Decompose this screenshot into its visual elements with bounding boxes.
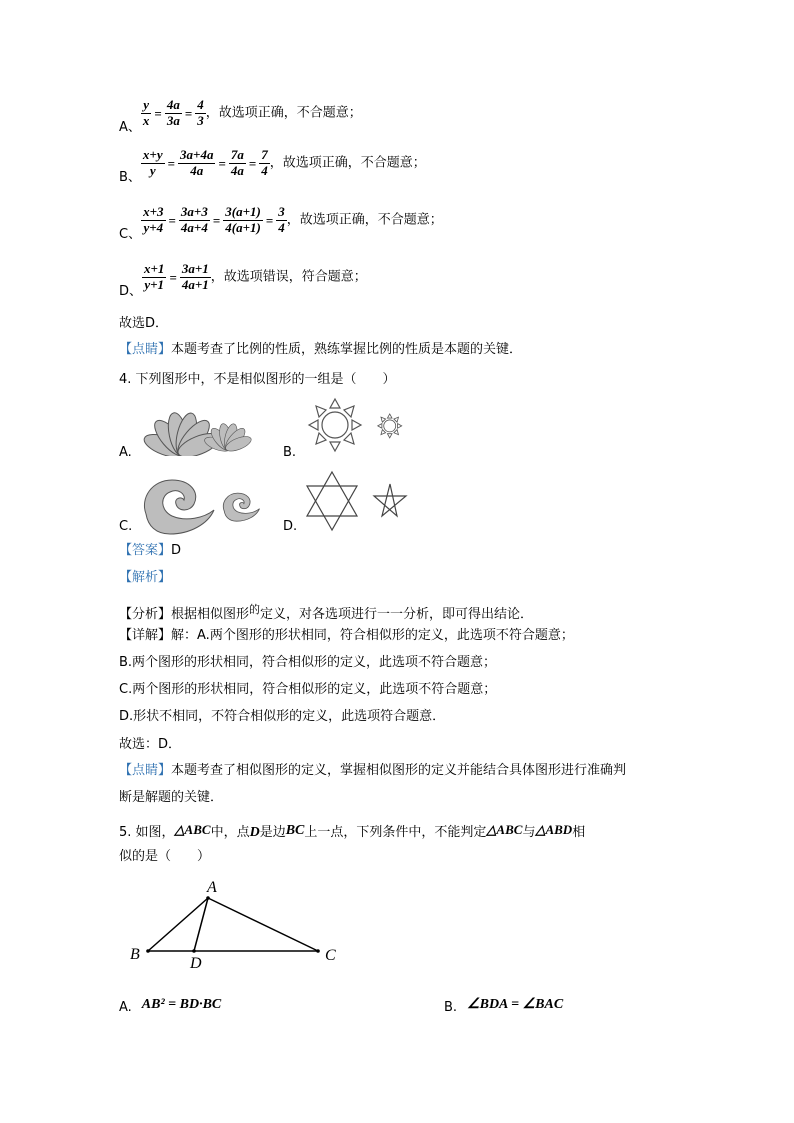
note-text: 本题考查了比例的性质，熟练掌握比例的性质是本题的关键． <box>171 342 523 357</box>
note-tag: 【点睛】 <box>119 763 172 778</box>
hexagram-shape <box>307 472 357 530</box>
fraction: $\frac{x+y}{y}$ <box>142 147 163 178</box>
fraction: $\frac{3a+4a}{4a}$ <box>180 147 214 178</box>
label-c: C <box>325 947 336 964</box>
q4-detail-line-2: B.两个图形的形状相同，符合相似形的定义，此选项不符合题意； <box>119 655 497 670</box>
q5-stem-line-2: 似的是（ ） <box>119 849 211 864</box>
option-row-a: A、 $\frac{y}{x}$ = $\frac{4a}{3a}$ = $\frac{4}{3}$ ，故选项正确，不合题意； <box>119 97 362 135</box>
detail-text: 解：A.两个图形的形状相同，符合相似形的定义，此选项不符合题意； <box>171 628 574 643</box>
q5-option-b <box>444 997 563 1016</box>
vertex-b <box>146 949 150 953</box>
analysis-rest: 定义，对各选项进行一一分析，即可得出结论． <box>260 607 534 622</box>
stem-text: 是边 <box>259 825 286 840</box>
stem-text: 上一点，下列条件中，不能判定 <box>304 825 487 840</box>
q4-option-c-label: C. <box>119 519 133 534</box>
note-tag: 【点睛】 <box>119 342 172 357</box>
analysis-text: 根据相似图形 <box>171 607 250 622</box>
q4-figure-d <box>302 470 412 534</box>
option-label: A. <box>119 1000 132 1015</box>
segment-bc: BC <box>285 823 305 838</box>
q4-note-line-2: 断是解题的关键． <box>119 790 224 805</box>
q4-figure-c <box>138 474 268 540</box>
q4-option-a-label: A. <box>119 445 132 460</box>
stem-text: 相 <box>572 825 586 840</box>
q5-triangle-figure <box>125 876 345 972</box>
cloud-shape-large <box>144 480 214 534</box>
answer-tag: 【答案】 <box>119 543 172 558</box>
fraction: $\frac{3a+3}{4a+4}$ <box>180 204 208 235</box>
q4-detail-line-4: D.形状不相同，不符合相似形的定义，此选项符合题意． <box>119 709 446 724</box>
q4-stem: 4. 下列图形中，不是相似图形的一组是（ ） <box>119 372 396 387</box>
triangle-abc-2: △ABC <box>486 822 523 837</box>
option-label: A、 <box>119 119 141 135</box>
option-comment: ，故选项正确，不合题意； <box>269 155 426 171</box>
triangle-abc: △ABC <box>174 822 211 837</box>
q5-stem-line-1 <box>119 822 585 842</box>
option-row-d: D、 $\frac{x+1}{y+1}$ = $\frac{3a+1}{4a+1}$ ，故选项错误，符合题意； <box>119 261 367 299</box>
question-number: 5. 如图， <box>119 825 175 840</box>
q3-choose: 故选D． <box>119 316 169 331</box>
vertex-c <box>316 949 320 953</box>
label-b: B <box>130 946 140 963</box>
cloud-shape-small <box>223 493 259 521</box>
sun-shape-large <box>309 399 361 451</box>
vertex-a <box>206 896 210 900</box>
pentagram-shape <box>374 484 406 516</box>
fraction: $\frac{4}{3}$ <box>197 97 204 128</box>
q4-detail-line-3: C.两个图形的形状相同，符合相似形的定义，此选项不符合题意； <box>119 682 497 697</box>
stem-text: 与 <box>522 825 536 840</box>
q4-option-b-label: B. <box>283 445 297 460</box>
option-label: B. <box>444 1000 458 1015</box>
sun-shape-small <box>378 414 402 438</box>
fraction: $\frac{x+1}{y+1}$ <box>144 261 165 292</box>
segment-ad <box>194 898 208 951</box>
fraction: $\frac{3(a+1)}{4(a+1)}$ <box>225 204 261 235</box>
q4-figure-b <box>303 397 413 455</box>
option-comment: ，故选项错误，符合题意； <box>210 269 367 285</box>
fraction: $\frac{x+3}{y+4}$ <box>143 204 164 235</box>
q4-note-line-1 <box>119 763 626 779</box>
option-expression: ∠BDA = ∠BAC <box>467 997 564 1012</box>
option-row-c: C、 $\frac{x+3}{y+4}$ = $\frac{3a+3}{4a+4}$ = $\frac{3(a+1)}{4(a+1)}$ = $\frac{3}{4}$ ，故选项正确，不合题意； <box>119 204 443 242</box>
q3-note <box>119 342 522 358</box>
label-d: D <box>190 955 202 972</box>
analysis-de: 的 <box>249 603 261 616</box>
label-a: A <box>207 879 217 896</box>
detail-tag: 【详解】 <box>119 628 172 643</box>
q4-detail-line-1 <box>119 628 574 644</box>
fraction: $\frac{7a}{4a}$ <box>230 147 244 178</box>
q4-option-d-label: D. <box>283 519 298 534</box>
point-d: D <box>249 825 260 840</box>
option-label: B、 <box>119 169 141 185</box>
option-comment: ，故选项正确，不合题意； <box>205 105 362 121</box>
option-expression: AB² = BD·BC <box>141 997 222 1012</box>
option-label: C、 <box>119 226 142 242</box>
vertex-d <box>192 949 196 953</box>
fan-shape-large <box>141 411 222 456</box>
triangle-abd: △ABD <box>535 822 573 837</box>
option-label: D、 <box>119 283 143 299</box>
fraction: $\frac{3a+1}{4a+1}$ <box>181 261 209 292</box>
answer-value: D <box>171 543 182 558</box>
q5-option-a <box>119 997 221 1016</box>
analysis-label: 【分析】 <box>119 607 172 622</box>
q4-choose: 故选：D． <box>119 737 182 752</box>
option-row-b: B、 $\frac{x+y}{y}$ = $\frac{3a+4a}{4a}$ = $\frac{7a}{4a}$ = $\frac{7}{4}$ ，故选项正确，不合题意； <box>119 147 426 185</box>
option-comment: ，故选项正确，不合题意； <box>286 212 443 228</box>
fraction: $\frac{7}{4}$ <box>261 147 268 178</box>
fraction: $\frac{4a}{3a}$ <box>166 97 180 128</box>
q4-analysis-tag: 【解析】 <box>119 570 172 585</box>
fraction: $\frac{y}{x}$ <box>142 97 150 128</box>
side-ac <box>208 898 318 951</box>
q4-figure-a <box>140 394 280 456</box>
side-ab <box>148 898 208 951</box>
q4-analysis <box>119 603 533 623</box>
q4-answer <box>119 543 181 559</box>
note-text: 本题考查了相似图形的定义，掌握相似图形的定义并能结合具体图形进行准确判 <box>171 763 627 778</box>
stem-text: 中，点 <box>210 825 250 840</box>
fraction: $\frac{3}{4}$ <box>278 204 285 235</box>
